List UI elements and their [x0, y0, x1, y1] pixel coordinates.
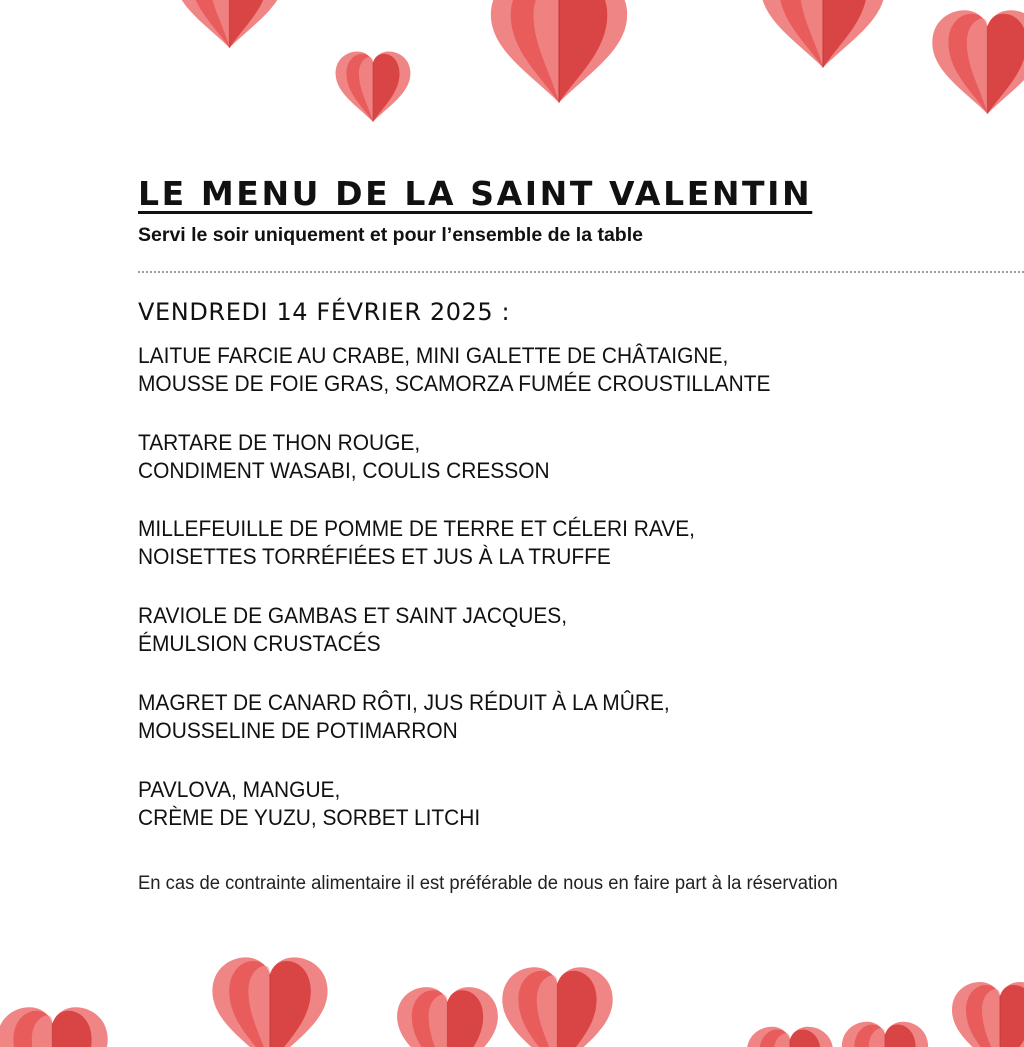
course-line: CONDIMENT WASABI, COULIS CRESSON [138, 458, 550, 483]
course-item [138, 602, 567, 658]
course-line: ÉMULSION CRUSTACÉS [138, 631, 381, 656]
heart-top-3-icon [491, 0, 627, 103]
heart-bottom-1-icon [0, 1007, 108, 1047]
date-heading: VENDREDI 14 FÉVRIER 2025 : [138, 298, 511, 326]
dotted-divider [138, 271, 1024, 273]
heart-bottom-5-icon [747, 1027, 833, 1047]
course-line: MOUSSE DE FOIE GRAS, SCAMORZA FUMÉE CROUSTILLANTE [138, 371, 771, 396]
heart-bottom-6-icon [842, 1022, 928, 1047]
menu-subtitle: Servi le soir uniquement et pour l’ensemble de la table [138, 224, 643, 246]
heart-bottom-2-icon [212, 957, 327, 1047]
course-line: MOUSSELINE DE POTIMARRON [138, 718, 458, 743]
course-item [138, 776, 480, 832]
heart-bottom-4-icon [502, 967, 612, 1047]
menu-title: LE MENU DE LA SAINT VALENTIN [138, 174, 813, 213]
course-line: MAGRET DE CANARD RÔTI, JUS RÉDUIT À LA MÛRE, [138, 690, 670, 715]
heart-top-5-icon [932, 10, 1024, 113]
course-line: CRÈME DE YUZU, SORBET LITCHI [138, 805, 481, 830]
course-item [138, 689, 670, 745]
course-line: PAVLOVA, MANGUE, [138, 777, 341, 802]
heart-top-4-icon [761, 0, 886, 68]
dietary-note: En cas de contrainte alimentaire il est préférable de nous en faire part à la réservation [138, 873, 838, 894]
heart-bottom-3-icon [397, 987, 498, 1047]
heart-bottom-7-icon [952, 982, 1024, 1047]
course-line: LAITUE FARCIE AU CRABE, MINI GALETTE DE CHÂTAIGNE, [138, 343, 729, 368]
course-line: MILLEFEUILLE DE POMME DE TERRE ET CÉLERI RAVE, [138, 516, 695, 541]
course-line: NOISETTES TORRÉFIÉES ET JUS À LA TRUFFE [138, 544, 611, 569]
heart-top-1-icon [174, 0, 284, 48]
course-item [138, 515, 695, 571]
menu-header [138, 170, 998, 248]
course-item [138, 342, 771, 398]
heart-top-2-icon [336, 52, 411, 122]
course-line: TARTARE DE THON ROUGE, [138, 430, 421, 455]
course-line: RAVIOLE DE GAMBAS ET SAINT JACQUES, [138, 603, 568, 628]
course-item [138, 429, 550, 485]
